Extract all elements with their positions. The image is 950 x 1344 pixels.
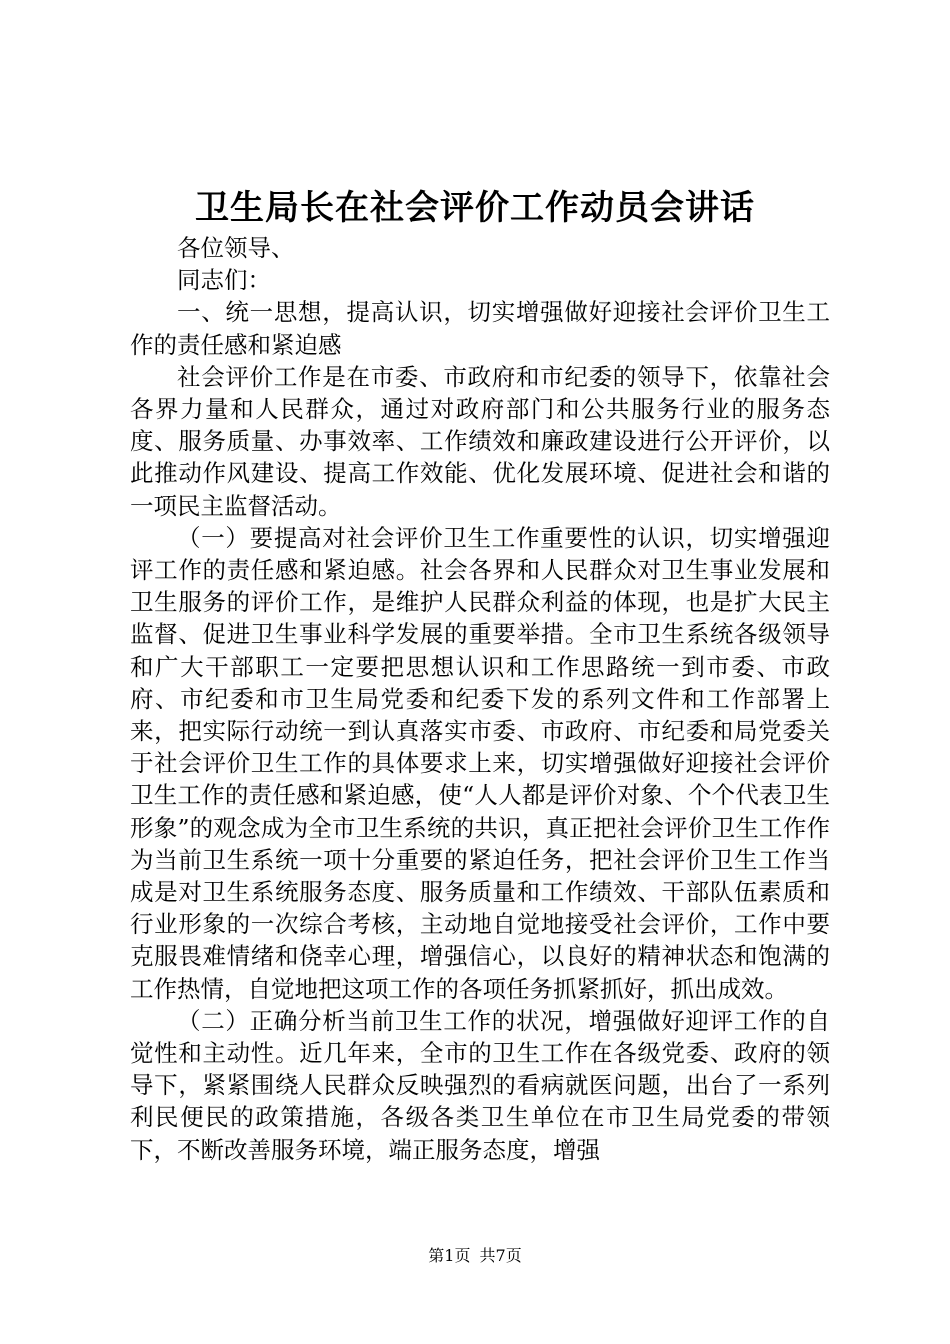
- page-footer: [0, 1245, 950, 1267]
- page-number: 第1页: [428, 1246, 471, 1265]
- paragraph: （一）要提高对社会评价卫生工作重要性的认识，切实增强迎评工作的责任感和紧迫感。社会各界和人民群众对卫生事业发展和卫生服务的评价工作，是维护人民群众利益的体现，也是扩大民主监督、促进卫生事业科学发展的重要举措。全市卫生系统各级领导和广大干部职工一定要把思想认识和工作思路统一到市委、市政府、市纪委和市卫生局党委和纪委下发的系列文件和工作部署上来，把实际行动统一到认真落实市委、市政府、市纪委和局党委关于社会评价卫生工作的具体要求上来，切实增强做好迎接社会评价卫生工作的责任感和紧迫感，使“人人都是评价对象、个个代表卫生形象”的观念成为全市卫生系统的共识，真正把社会评价卫生工作作为当前卫生系统一项十分重要的紧迫任务，把社会评价卫生工作当成是对卫生系统服务态度、服务质量和工作绩效、干部队伍素质和行业形象的一次综合考核，主动地自觉地接受社会评价，工作中要克服畏难情绪和侥幸心理，增强信心，以良好的精神状态和饱满的工作热情，自觉地把这项工作的各项任务抓紧抓好，抓出成效。: [130, 523, 830, 1003]
- document-body: [130, 232, 830, 1166]
- paragraph: （二）正确分析当前卫生工作的状况，增强做好迎评工作的自觉性和主动性。近几年来，全市的卫生工作在各级党委、政府的领导下，紧紧围绕人民群众反映强烈的看病就医问题，出台了一系列利民便民的政策措施，各级各类卫生单位在市卫生局党委的带领下，不断改善服务环境，端正服务态度，增强: [130, 1006, 830, 1164]
- document-title: 卫生局长在社会评价工作动员会讲话: [195, 188, 755, 228]
- paragraph: 社会评价工作是在市委、市政府和市纪委的领导下，依靠社会各界力量和人民群众，通过对政府部门和公共服务行业的服务态度、服务质量、办事效率、工作绩效和廉政建设进行公开评价，以此推动作风建设、提高工作效能、优化发展环境、促进社会和谐的一项民主监督活动。: [130, 362, 830, 520]
- page-total: 共7页: [479, 1246, 522, 1265]
- salutation-line-1: 各位领导、: [177, 234, 295, 262]
- section-heading-1: 一、统一思想，提高认识，切实增强做好迎接社会评价卫生工作的责任感和紧迫感: [130, 298, 830, 359]
- salutation-line-2: 同志们：: [177, 266, 271, 295]
